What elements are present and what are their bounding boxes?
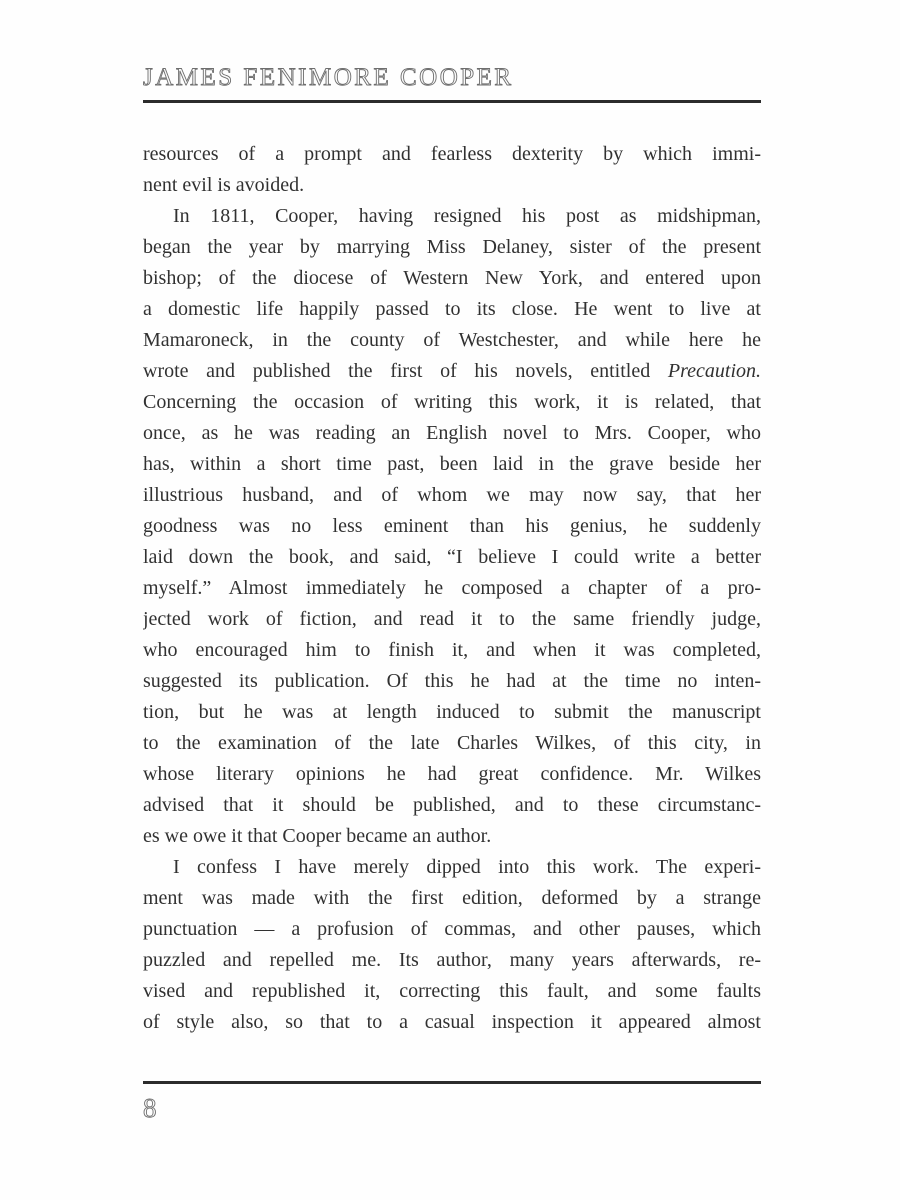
paragraph — [143, 139, 761, 201]
book-title-italic: Precaution. — [667, 360, 761, 382]
text-line: punctuation — a profusion of commas, and other pauses, which — [143, 918, 761, 940]
page-header-title: JAMES FENIMORE COOPER — [143, 64, 514, 91]
text-line: resources of a prompt and fearless dexterity by which immi- — [143, 143, 761, 165]
text-line: In 1811, Cooper, having resigned his post as midshipman, — [173, 205, 761, 227]
text-line: to the examination of the late Charles Wilkes, of this city, in — [143, 732, 761, 754]
text-segment: wrote and published the first of his novels, entitled — [143, 360, 668, 382]
text-line: Concerning the occasion of writing this work, it is related, that — [143, 391, 761, 413]
text-line: tion, but he was at length induced to submit the manuscript — [143, 701, 761, 723]
page-number: 8 — [143, 1093, 157, 1123]
text-line: advised that it should be published, and to these circumstanc- — [143, 794, 761, 816]
page-body — [143, 139, 761, 1038]
text-line: es we owe it that Cooper became an author. — [143, 825, 492, 847]
text-line: jected work of fiction, and read it to the same friendly judge, — [143, 608, 761, 630]
header-rule — [143, 100, 761, 103]
running-header — [143, 60, 761, 96]
text-line: began the year by marrying Miss Delaney, sister of the present — [143, 236, 761, 258]
text-line: puzzled and repelled me. Its author, many years afterwards, re- — [143, 949, 761, 971]
footer-rule — [143, 1081, 761, 1084]
text-line: of style also, so that to a casual inspection it appeared almost — [143, 1011, 761, 1033]
text-line: myself.” Almost immediately he composed a chapter of a pro- — [143, 577, 761, 599]
text-line — [143, 356, 761, 387]
text-line: once, as he was reading an English novel to Mrs. Cooper, who — [143, 422, 761, 444]
text-line: vised and republished it, correcting this fault, and some faults — [143, 980, 761, 1002]
paragraph — [143, 852, 761, 1038]
text-line: laid down the book, and said, “I believe I could write a better — [143, 546, 761, 568]
text-line: suggested its publication. Of this he had at the time no inten- — [143, 670, 761, 692]
text-line: goodness was no less eminent than his genius, he suddenly — [143, 515, 761, 537]
text-line: illustrious husband, and of whom we may now say, that her — [143, 484, 761, 506]
text-line: whose literary opinions he had great confidence. Mr. Wilkes — [143, 763, 761, 785]
text-line: ment was made with the first edition, deformed by a strange — [143, 887, 761, 909]
paragraph — [143, 201, 761, 852]
text-line: Mamaroneck, in the county of Westchester, and while here he — [143, 329, 761, 351]
text-line: who encouraged him to finish it, and when it was completed, — [143, 639, 761, 661]
text-line: has, within a short time past, been laid in the grave beside her — [143, 453, 761, 475]
text-line: nent evil is avoided. — [143, 174, 305, 196]
text-line: I confess I have merely dipped into this work. The experi- — [173, 856, 761, 878]
text-line: bishop; of the diocese of Western New York, and entered upon — [143, 267, 761, 289]
text-line: a domestic life happily passed to its close. He went to live at — [143, 298, 761, 320]
